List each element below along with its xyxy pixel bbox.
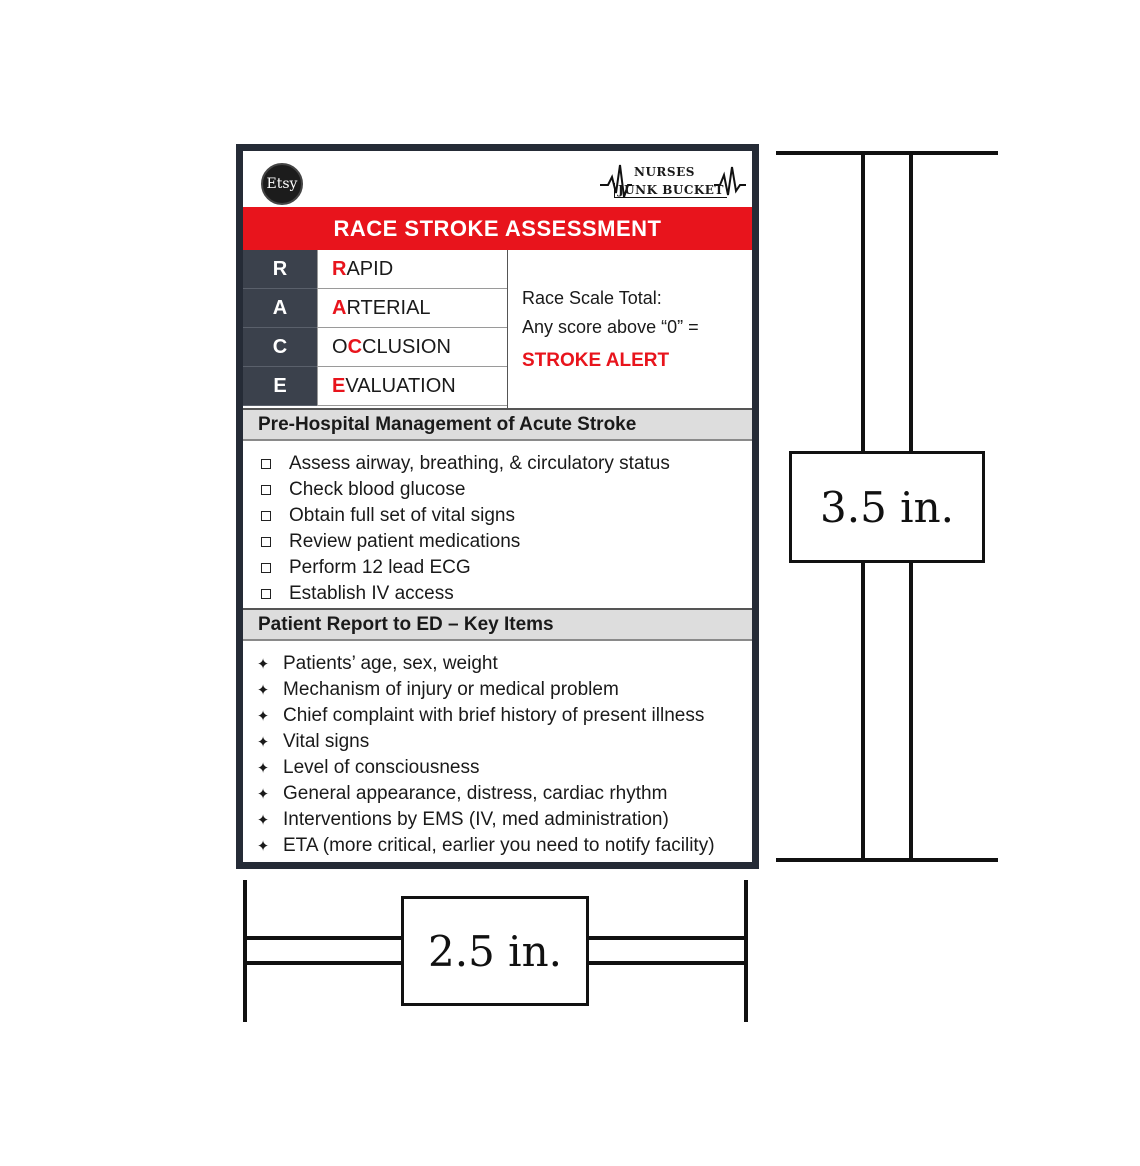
race-table	[243, 250, 752, 408]
checkbox-icon	[261, 537, 271, 547]
race-word	[317, 367, 507, 406]
star-bullet-icon: ✦	[256, 708, 270, 725]
report-item	[243, 833, 715, 859]
checklist-item-text: Establish IV access	[289, 583, 454, 604]
checklist-item	[243, 555, 471, 581]
checkbox-icon	[261, 485, 271, 495]
checklist-item	[243, 451, 670, 477]
star-bullet-icon: ✦	[256, 682, 270, 699]
height-bottom-tick	[776, 858, 998, 862]
race-word-rest: CLUSION	[362, 335, 451, 358]
checkbox-icon	[261, 511, 271, 521]
race-row	[243, 367, 507, 406]
race-word-rest: VALUATION	[345, 374, 456, 397]
checklist-item-text: Assess airway, breathing, & circulatory status	[289, 453, 670, 474]
checklist-item-text: Check blood glucose	[289, 479, 466, 500]
report-item-text: Vital signs	[283, 731, 370, 752]
race-word	[317, 289, 507, 328]
nurses-junk-bucket-logo	[598, 155, 748, 205]
etsy-badge: Etsy	[261, 163, 303, 205]
race-word-highlight: E	[332, 374, 346, 397]
star-bullet-icon: ✦	[256, 786, 270, 803]
logo-line-2: JUNK BUCKET	[614, 183, 727, 198]
checkbox-icon	[261, 589, 271, 599]
report-item	[243, 729, 369, 755]
race-word-start: O	[332, 335, 348, 358]
checklist-item-text: Review patient medications	[289, 531, 521, 552]
height-label: 3.5 in.	[789, 451, 985, 563]
height-top-tick	[776, 151, 998, 155]
report-item-text: Interventions by EMS (IV, med administration)	[283, 809, 669, 830]
star-bullet-icon: ✦	[256, 656, 270, 673]
report-item-text: Patients’ age, sex, weight	[283, 653, 498, 674]
report-item	[243, 677, 619, 703]
checklist-item-text: Obtain full set of vital signs	[289, 505, 515, 526]
report-item-text: Chief complaint with brief history of present illness	[283, 705, 705, 726]
race-word-highlight: R	[332, 257, 347, 280]
race-letter: A	[243, 289, 317, 328]
report-item	[243, 781, 667, 807]
race-letter: R	[243, 250, 317, 289]
card-header	[243, 151, 752, 206]
race-word-rest: APID	[346, 257, 394, 280]
logo-line-1: NURSES	[634, 165, 695, 179]
checklist-item-text: Perform 12 lead ECG	[289, 557, 471, 578]
race-word-highlight: C	[347, 335, 363, 358]
checkbox-icon	[261, 459, 271, 469]
report-item	[243, 755, 479, 781]
star-bullet-icon: ✦	[256, 838, 270, 855]
report-item	[243, 651, 498, 677]
report-item	[243, 807, 669, 833]
report-item-text: Level of consciousness	[283, 757, 480, 778]
star-bullet-icon: ✦	[256, 812, 270, 829]
race-word	[317, 250, 507, 289]
card-title: RACE STROKE ASSESSMENT	[243, 207, 752, 250]
width-label: 2.5 in.	[401, 896, 589, 1006]
stroke-assessment-card	[236, 144, 759, 869]
race-row	[243, 289, 507, 328]
race-word	[317, 328, 507, 367]
race-word-rest: RTERIAL	[346, 296, 431, 319]
race-row	[243, 328, 507, 367]
prehospital-heading: Pre-Hospital Management of Acute Stroke	[243, 408, 752, 441]
race-scale-total-label: Race Scale Total:	[522, 288, 662, 308]
report-item-text: ETA (more critical, earlier you need to notify facility)	[283, 835, 715, 856]
race-word-highlight: A	[332, 296, 347, 319]
width-right-tick	[744, 880, 748, 1022]
star-bullet-icon: ✦	[256, 734, 270, 751]
report-item-text: General appearance, distress, cardiac rhythm	[283, 783, 668, 804]
report-heading: Patient Report to ED – Key Items	[243, 608, 752, 641]
race-letter: E	[243, 367, 317, 406]
checklist-item	[243, 477, 465, 503]
star-bullet-icon: ✦	[256, 760, 270, 777]
race-row	[243, 250, 507, 289]
stroke-alert-text: STROKE ALERT	[522, 350, 670, 371]
checklist-item	[243, 581, 454, 607]
checklist-item	[243, 503, 515, 529]
checkbox-icon	[261, 563, 271, 573]
race-scale-panel	[507, 250, 752, 408]
race-scale-threshold: Any score above “0” =	[522, 317, 699, 337]
checklist-item	[243, 529, 520, 555]
width-left-tick	[243, 880, 247, 1022]
report-item	[243, 703, 704, 729]
race-letter: C	[243, 328, 317, 367]
report-item-text: Mechanism of injury or medical problem	[283, 679, 619, 700]
